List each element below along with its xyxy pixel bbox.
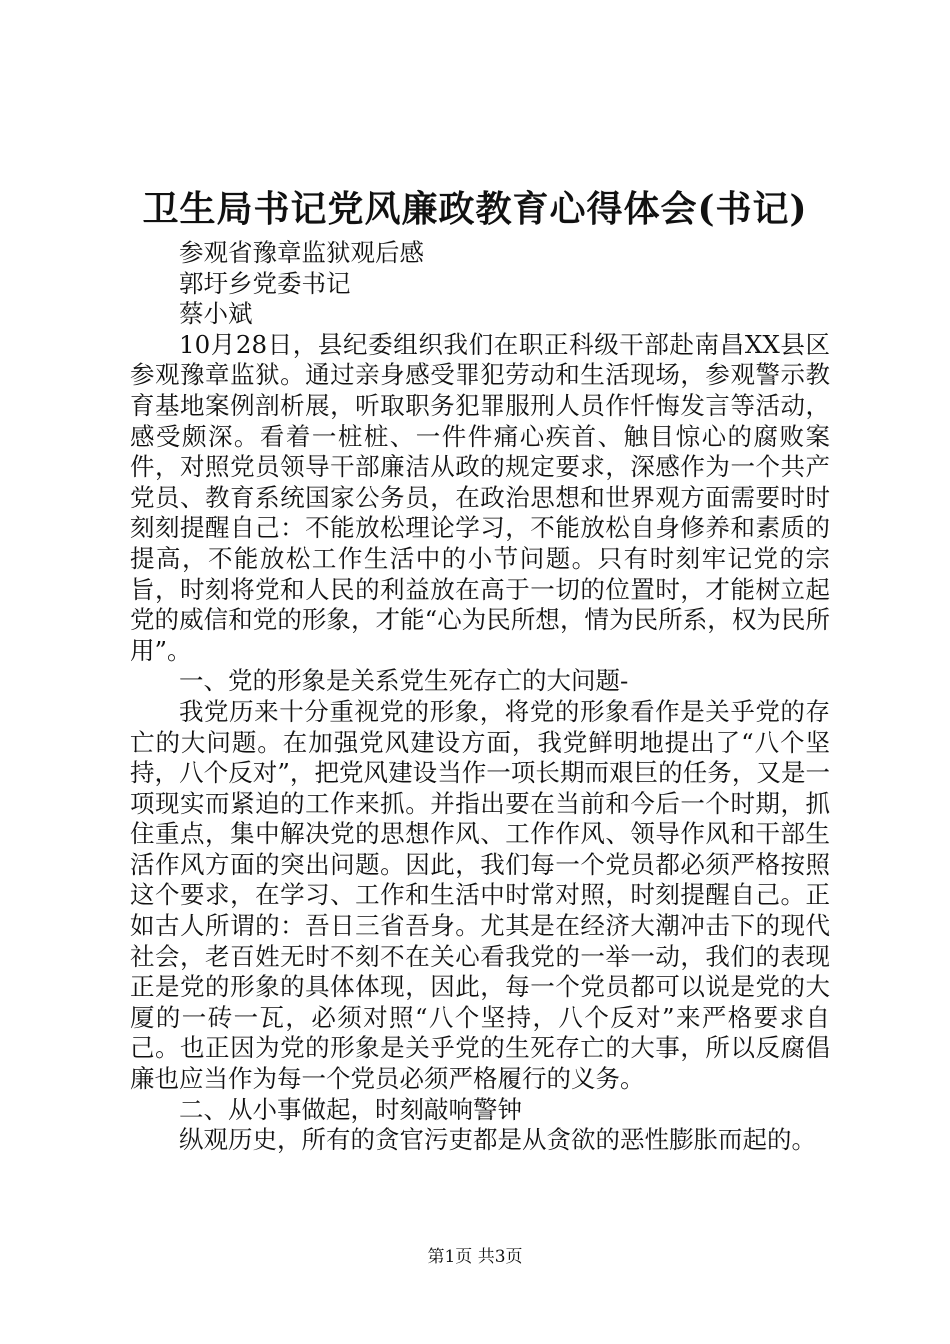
body-paragraph: 10月28日，县纪委组织我们在职正科级干部赴南昌XX县区参观豫章监狱。通过亲身感受罪犯劳动和生活现场，参观警示教育基地案例剖析展，听取职务犯罪服刑人员作忏悔发言等活动，感受颇深。看着一桩桩、一件件痛心疾首、触目惊心的腐败案件，对照党员领导干部廉洁从政的规定要求，深感作为一个共产党员、教育系统国家公务员，在政治思想和世界观方面需要时时刻刻提醒自己：不能放松理论学习，不能放松自身修养和素质的提高，不能放松工作生活中的小节问题。只有时刻牢记党的宗旨，时刻将党和人民的利益放在高于一切的位置时，才能树立起党的威信和党的形象，才能“心为民所想，情为民所系，权为民所用”。 xyxy=(130,329,830,665)
subtitle-paragraph: 参观省豫章监狱观后感 xyxy=(179,238,424,267)
document-body xyxy=(130,238,830,1156)
section-heading: 二、从小事做起，时刻敲响警钟 xyxy=(179,1094,522,1124)
body-paragraph: 纵观历史，所有的贪官污吏都是从贪欲的恶性膨胀而起的。 xyxy=(179,1125,816,1155)
section-heading: 一、党的形象是关系党生死存亡的大问题- xyxy=(179,666,629,696)
page-footer: 第1页 共3页 xyxy=(427,1247,523,1267)
document-title: 卫生局书记党风廉政教育心得体会(书记) xyxy=(142,188,808,230)
author-org-paragraph: 郭圩乡党委书记 xyxy=(179,268,351,298)
body-paragraph: 我党历来十分重视党的形象，将党的形象看作是关乎党的存亡的大问题。在加强党风建设方面，我党鲜明地提出了“八个坚持，八个反对”，把党风建设当作一项长期而艰巨的任务，又是一项现实而紧迫的工作来抓。并指出要在当前和今后一个时期，抓住重点，集中解决党的思想作风、工作作风、领导作风和干部生活作风方面的突出问题。因此，我们每一个党员都必须严格按照这个要求，在学习、工作和生活中时常对照，时刻提醒自己。正如古人所谓的：吾日三省吾身。尤其是在经济大潮冲击下的现代社会，老百姓无时不刻不在关心看我党的一举一动，我们的表现正是党的形象的具体体现，因此，每一个党员都可以说是党的大厦的一砖一瓦，必须对照“八个坚持，八个反对”来严格要求自己。也正因为党的形象是关乎党的生死存亡的大事，所以反腐倡廉也应当作为每一个党员必须严格履行的义务。 xyxy=(130,696,830,1094)
author-name-paragraph: 蔡小斌 xyxy=(179,299,253,329)
